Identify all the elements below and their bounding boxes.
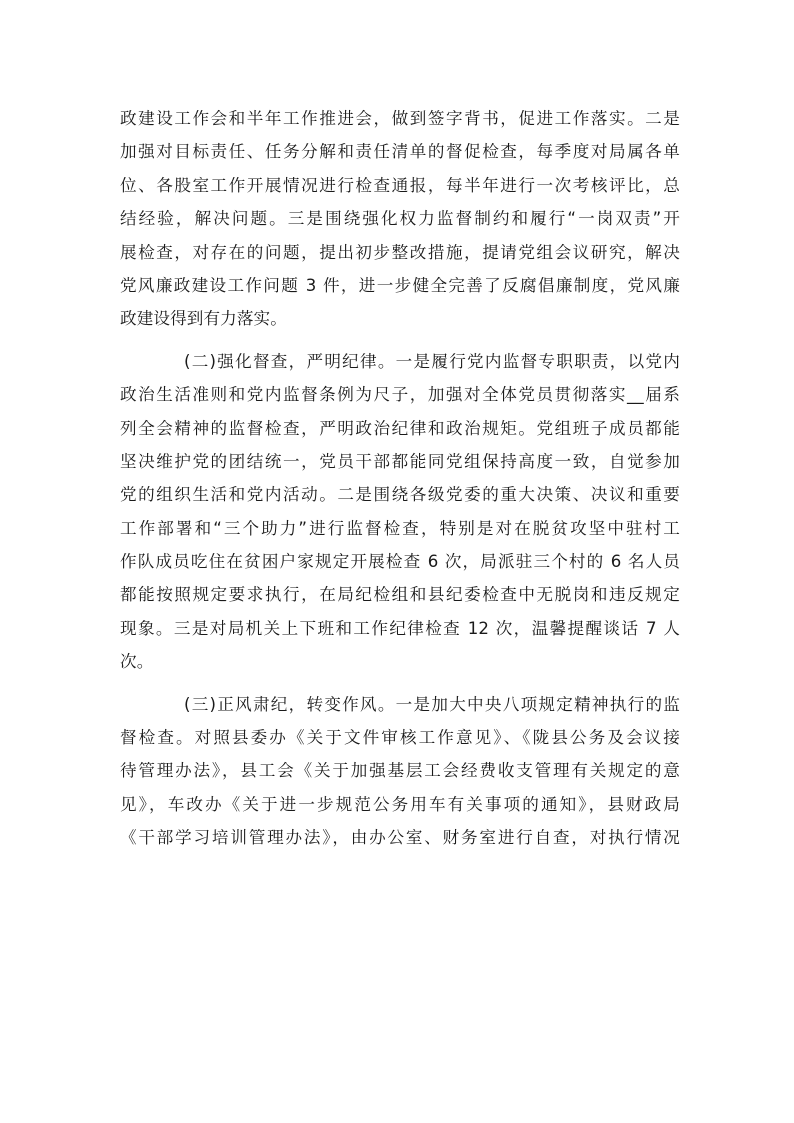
text-line: 结经验，解决问题。三是围绕强化权力监督制约和履行“一岗双责”开 [120, 209, 680, 229]
text-line: 展检查，对存在的问题，提出初步整改措施，提请党组会议研究，解决 [120, 242, 680, 262]
text-line: 坚决维护党的团结统一，党员干部都能同党组保持高度一致，自觉参加 [120, 451, 680, 471]
text-line: 加强对目标责任、任务分解和责任清单的督促检查，每季度对局属各单 [120, 142, 680, 162]
text-line: (三)正风肃纪，转变作风。一是加大中央八项规定精神执行的监 [184, 694, 680, 714]
text-line: 党风廉政建设工作问题 3 件，进一步健全完善了反腐倡廉制度，党风廉 [120, 275, 680, 295]
text-line: 列全会精神的监督检查，严明政治纪律和政治规矩。党组班子成员都能 [120, 418, 680, 438]
text-line: 现象。三是对局机关上下班和工作纪律检查 12 次，温馨提醒谈话 7 人 [120, 618, 680, 638]
text-line: 政治生活准则和党内监督条例为尺子，加强对全体党员贯彻落实__届系 [120, 385, 680, 405]
paragraph-gap [120, 336, 680, 345]
text-line: 次。 [120, 652, 154, 672]
text-line: 位、各股室工作开展情况进行检查通报，每半年进行一次考核评比，总 [120, 175, 680, 195]
text-line: 《干部学习培训管理办法》，由办公室、财务室进行自查，对执行情况 [120, 828, 680, 848]
text-line: 政建设工作会和半年工作推进会，做到签字背书，促进工作落实。二是 [120, 109, 680, 128]
text-line: 见》，车改办《关于进一步规范公务用车有关事项的通知》，县财政局 [120, 794, 680, 814]
paragraph-3 [120, 688, 680, 855]
paragraph-1 [120, 102, 680, 336]
text-line: 作队成员吃住在贫困户家规定开展检查 6 次，局派驻三个村的 6 名人员 [120, 552, 680, 572]
text-line: 督检查。对照县委办《关于文件审核工作意见》、《陇县公务及会议接 [120, 728, 680, 748]
document-body [120, 102, 680, 855]
text-line: 工作部署和“三个助力”进行监督检查，特别是对在脱贫攻坚中驻村工 [120, 518, 680, 538]
text-line: 党的组织生活和党内活动。二是围绕各级党委的重大决策、决议和重要 [120, 485, 680, 505]
text-line: 都能按照规定要求执行，在局纪检组和县纪委检查中无脱岗和违反规定 [120, 585, 680, 605]
paragraph-gap [120, 679, 680, 688]
text-line: (二)强化督查，严明纪律。一是履行党内监督专职职责，以党内 [184, 351, 680, 371]
paragraph-2 [120, 345, 680, 679]
text-line: 待管理办法》，县工会《关于加强基层工会经费收支管理有关规定的意 [120, 761, 680, 781]
text-line: 政建设得到有力落实。 [120, 309, 287, 329]
